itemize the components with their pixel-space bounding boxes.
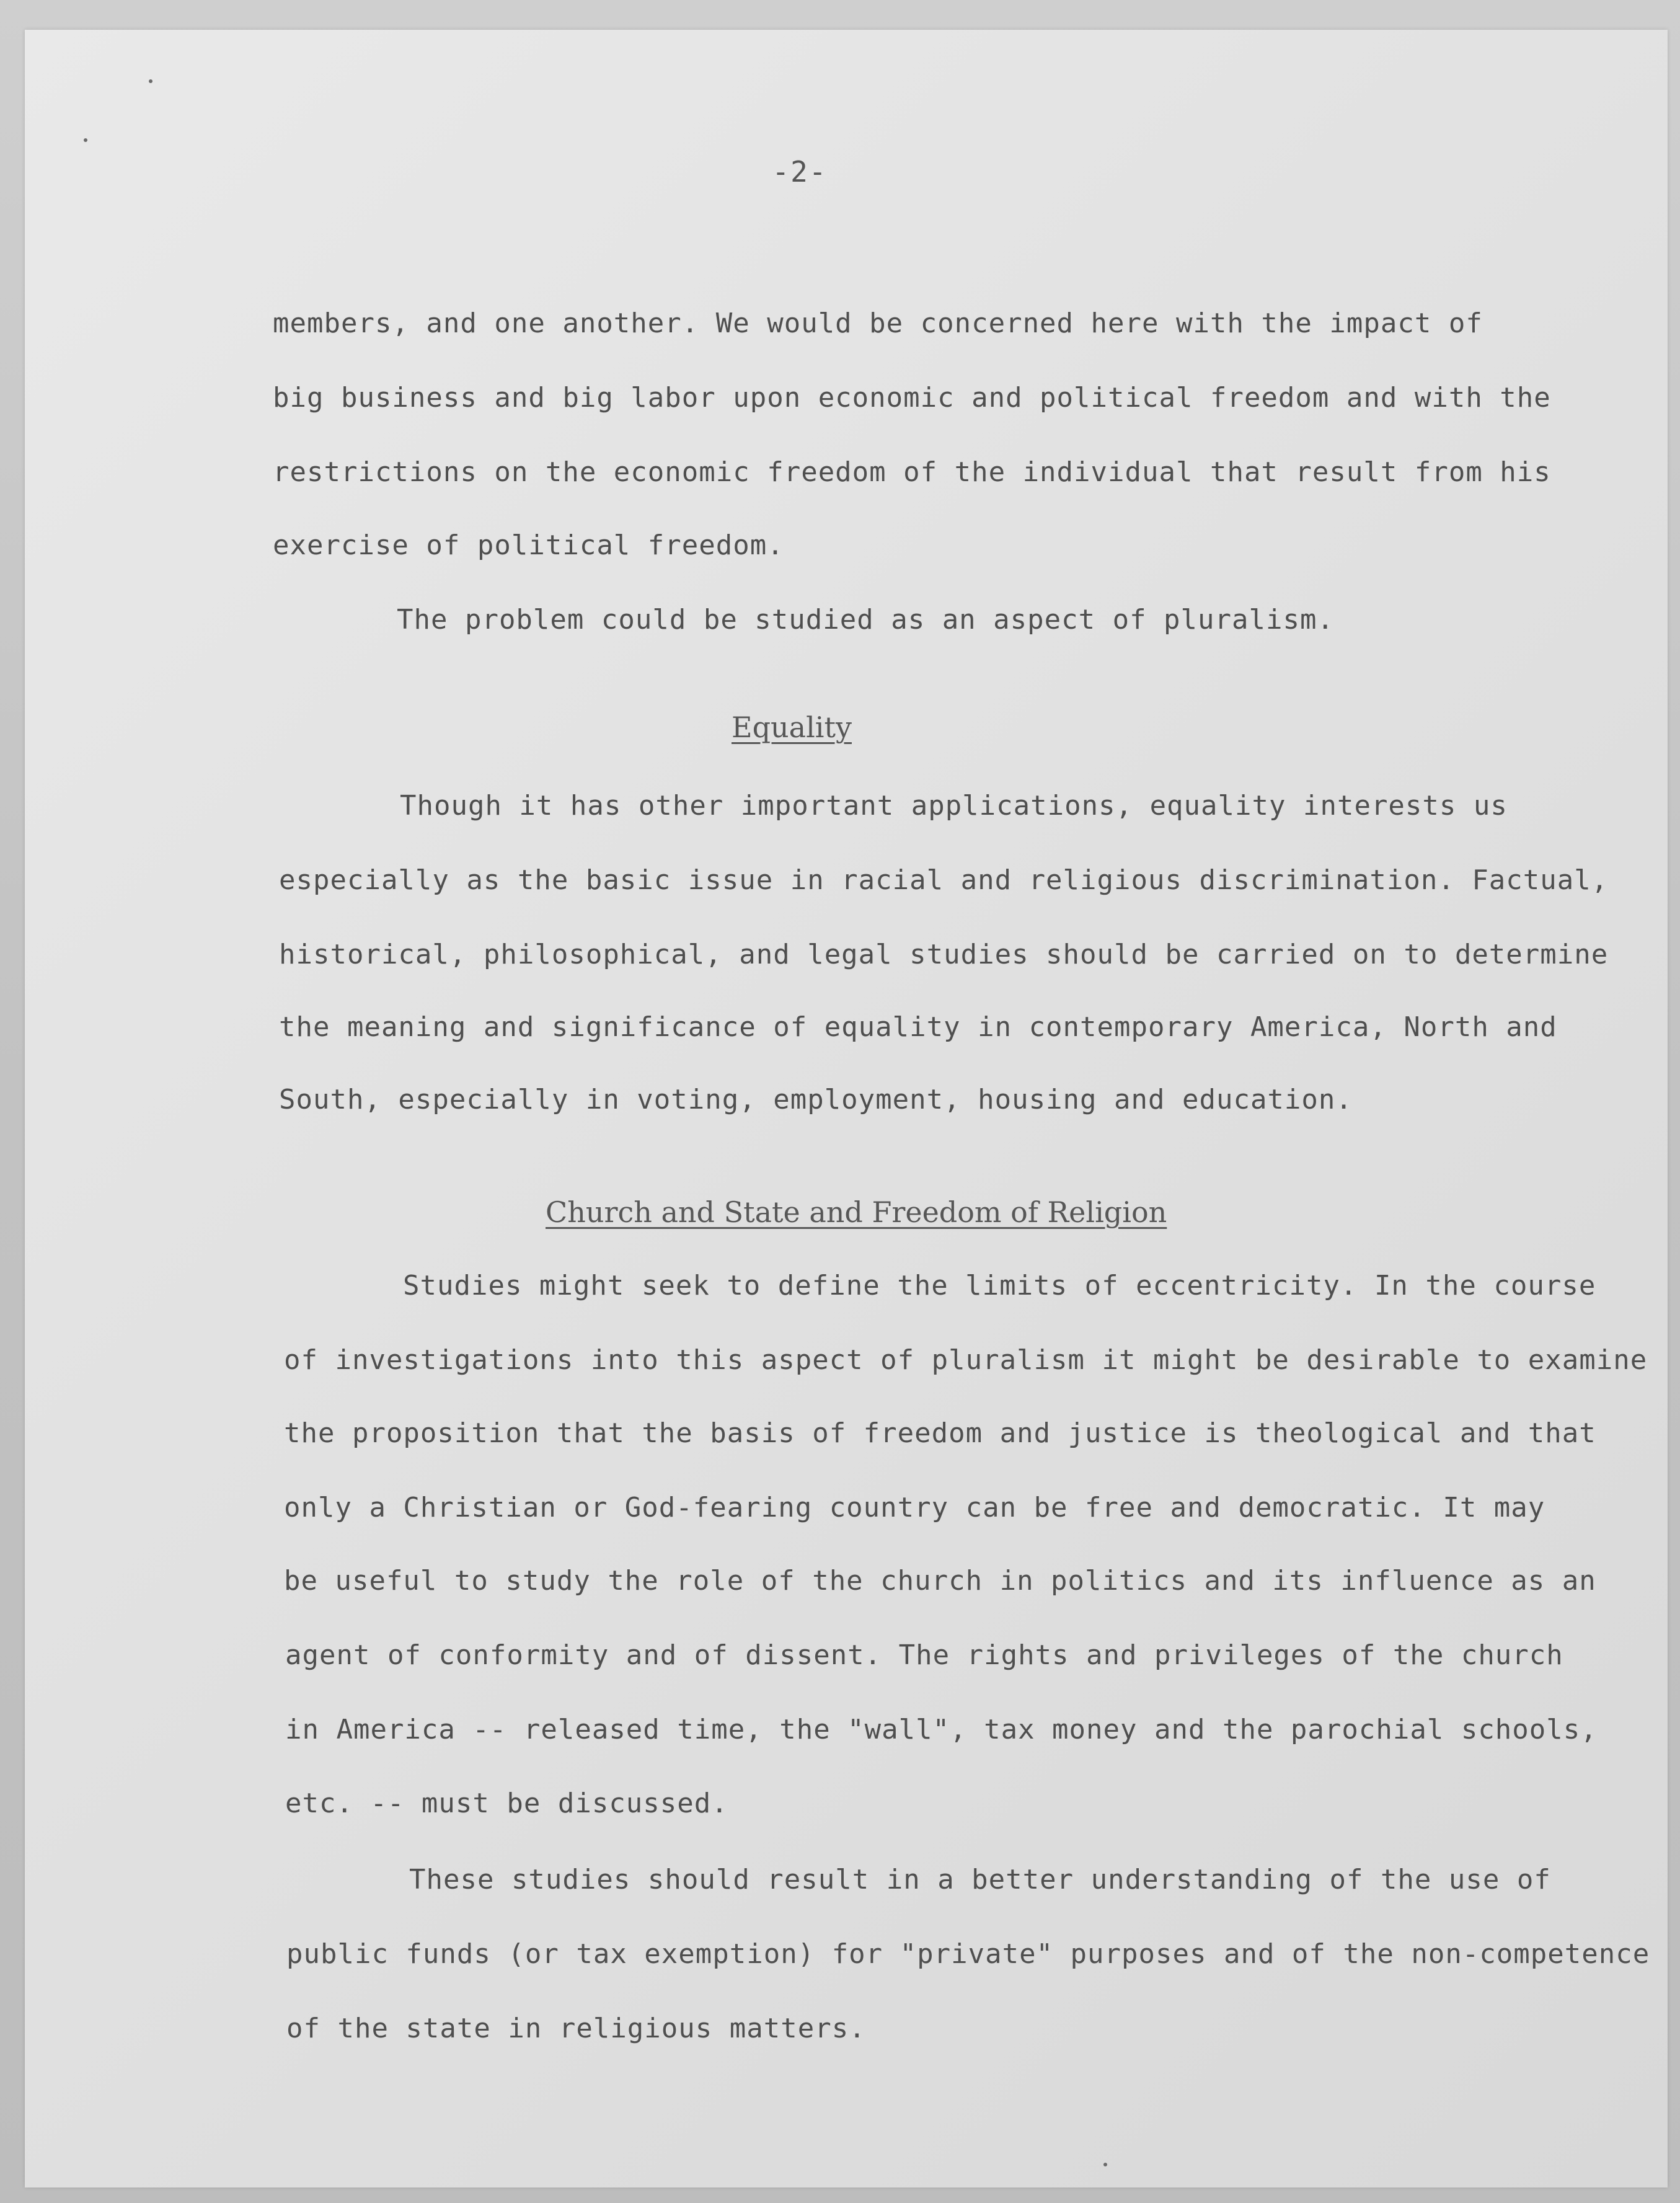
dust-speck [84,138,87,142]
paragraph-line: especially as the basic issue in racial and religious discrimination. Factual, [279,864,1609,896]
paragraph-line: the meaning and significance of equality in contemporary America, North and [279,1011,1557,1043]
paragraph-line: etc. -- must be discussed. [285,1788,728,1819]
paragraph-line: of the state in religious matters. [286,2013,866,2044]
dust-speck [149,79,153,83]
paragraph-line: The problem could be studied as an aspect of pluralism. [397,604,1334,636]
section-heading-church-state: Church and State and Freedom of Religion [546,1195,1167,1229]
paragraph-line: of investigations into this aspect of pluralism it might be desirable to examine [284,1344,1648,1376]
paragraph-line: only a Christian or God-fearing country can be free and democratic. It may [284,1492,1545,1523]
dust-speck [1103,2163,1107,2166]
paragraph-line: exercise of political freedom. [273,530,784,561]
paragraph-line: the proposition that the basis of freedom and justice is theological and that [284,1417,1596,1449]
paragraph-line: in America -- released time, the "wall", tax money and the parochial schools, [285,1714,1598,1745]
paragraph-line: be useful to study the role of the church in politics and its influence as an [284,1565,1596,1597]
paragraph-line: These studies should result in a better understanding of the use of [409,1864,1551,1895]
section-heading-equality: Equality [732,711,852,744]
paragraph-line: members, and one another. We would be concerned here with the impact of [273,308,1483,339]
paragraph-line: big business and big labor upon economic and political freedom and with the [273,382,1551,414]
paragraph-line: South, especially in voting, employment, housing and education. [279,1084,1353,1115]
paragraph-line: Studies might seek to define the limits of eccentricity. In the course [403,1270,1596,1301]
page-number: -2- [772,155,828,188]
paragraph-line: public funds (or tax exemption) for "private" purposes and of the non-competence [286,1938,1650,1970]
paragraph-line: restrictions on the economic freedom of the individual that result from his [273,456,1551,488]
paragraph-line: agent of conformity and of dissent. The rights and privileges of the church [285,1639,1563,1671]
paragraph-line: Though it has other important applications, equality interests us [400,790,1508,822]
paragraph-line: historical, philosophical, and legal studies should be carried on to determine [279,939,1609,970]
